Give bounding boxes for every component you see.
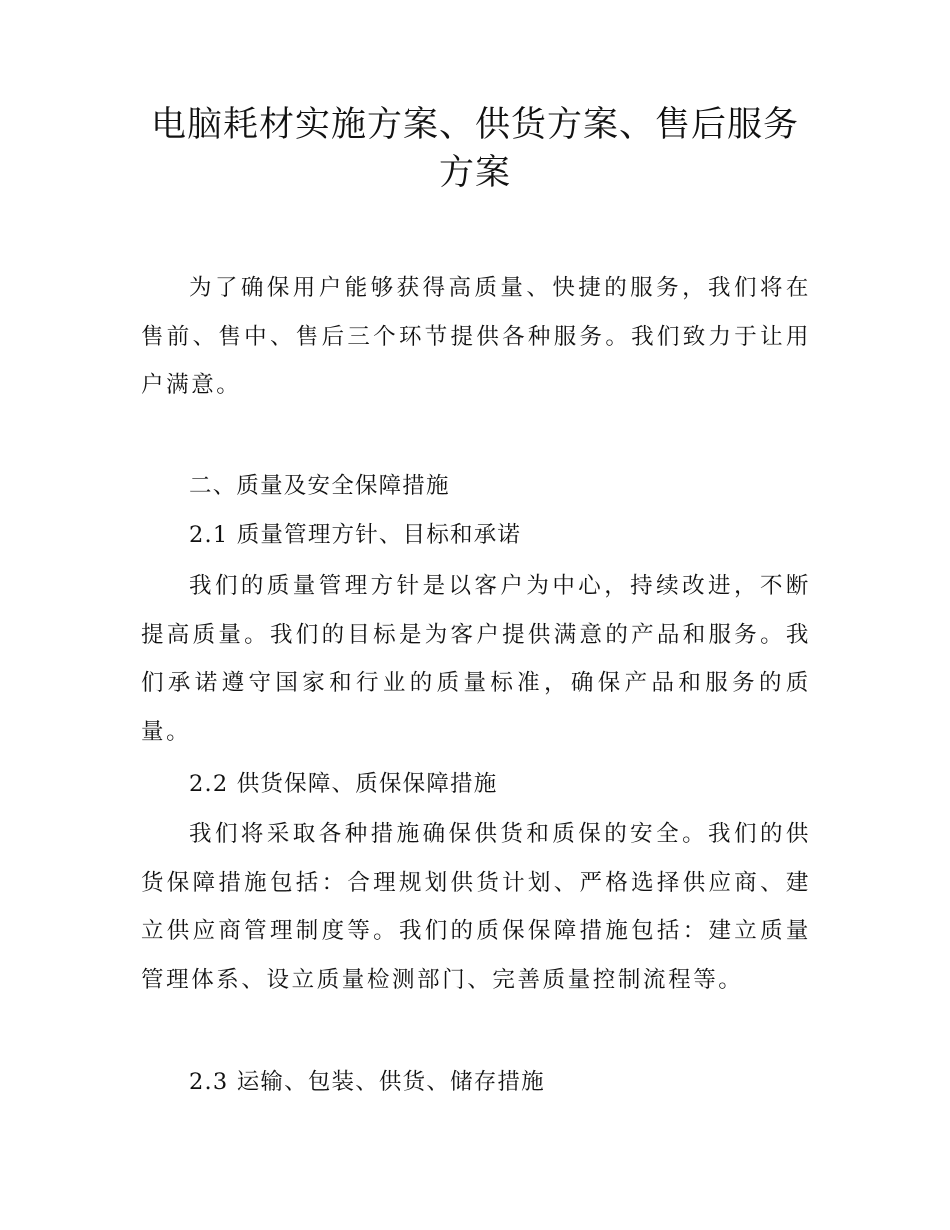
subsection-heading-2-3: 2.3 运输、包装、供货、储存措施 (189, 1069, 545, 1095)
subsection-heading-2-2: 2.2 供货保障、质保保障措施 (189, 771, 498, 797)
section-heading-quality-safety: 二、质量及安全保障措施 (189, 473, 450, 499)
subsection-body-2-1: 我们的质量管理方针是以客户为中心，持续改进，不断提高质量。我们的目标是为客户提供满意的产品和服务。我们承诺遵守国家和行业的质量标准，确保产品和服务的质量。 (141, 573, 811, 745)
document-title: 电脑耗材实施方案、供货方案、售后服务方案 (150, 105, 799, 193)
subsection-heading-2-1: 2.1 质量管理方针、目标和承诺 (189, 522, 522, 548)
intro-paragraph: 为了确保用户能够获得高质量、快捷的服务，我们将在售前、售中、售后三个环节提供各种服务。我们致力于让用户满意。 (141, 275, 811, 398)
subsection-body-2-2: 我们将采取各种措施确保供货和质保的安全。我们的供货保障措施包括：合理规划供货计划、严格选择供应商、建立供应商管理制度等。我们的质保保障措施包括：建立质量管理体系、设立质量检测部门、完善质量控制流程等。 (141, 821, 811, 993)
